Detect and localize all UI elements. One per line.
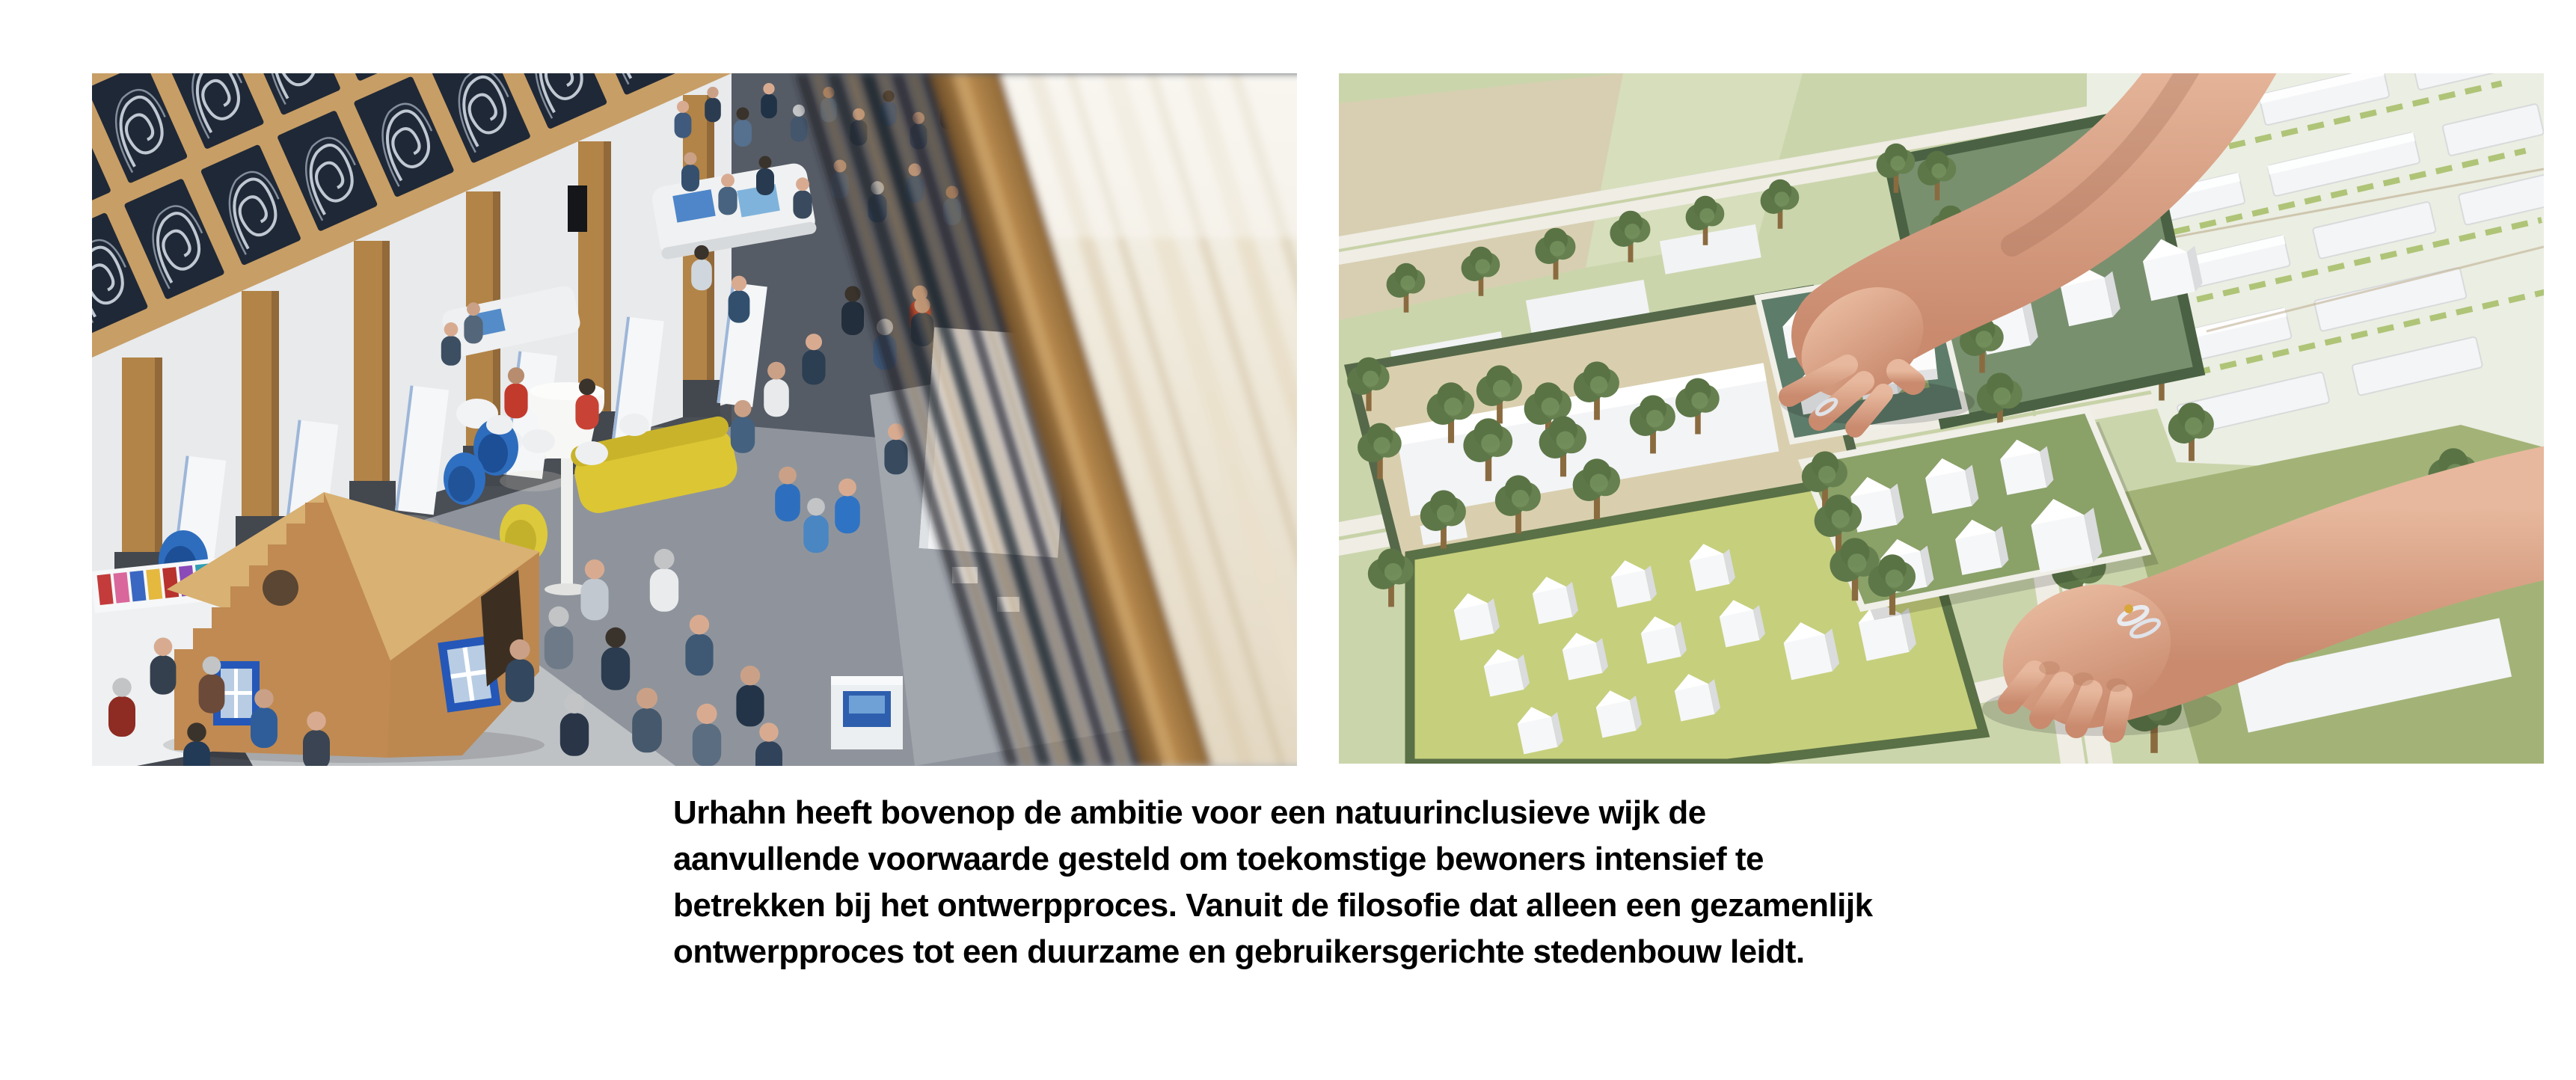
atrium-event-photo xyxy=(92,73,1297,766)
caption-line: aanvullende voorwaarde gesteld om toekomstige bewoners intensief te xyxy=(673,841,1764,877)
speaker-box xyxy=(568,185,587,232)
scale-model-hands-photo xyxy=(1339,73,2544,764)
caption-line: Urhahn heeft bovenop de ambitie voor een natuurinclusieve wijk de xyxy=(673,794,1706,831)
caption-line: betrekken bij het ontwerpproces. Vanuit de filosofie dat alleen een gezamenlijk xyxy=(673,887,1873,924)
atrium-event-illustration xyxy=(92,73,1297,766)
touchscreen-kiosk xyxy=(831,676,903,749)
caption-text xyxy=(673,790,1990,975)
gold-ring-stone xyxy=(2124,604,2133,613)
scale-model-illustration xyxy=(1339,73,2544,764)
caption-line: ontwerpproces tot een duurzame en gebruikersgerichte stedenbouw leidt. xyxy=(673,933,1805,970)
